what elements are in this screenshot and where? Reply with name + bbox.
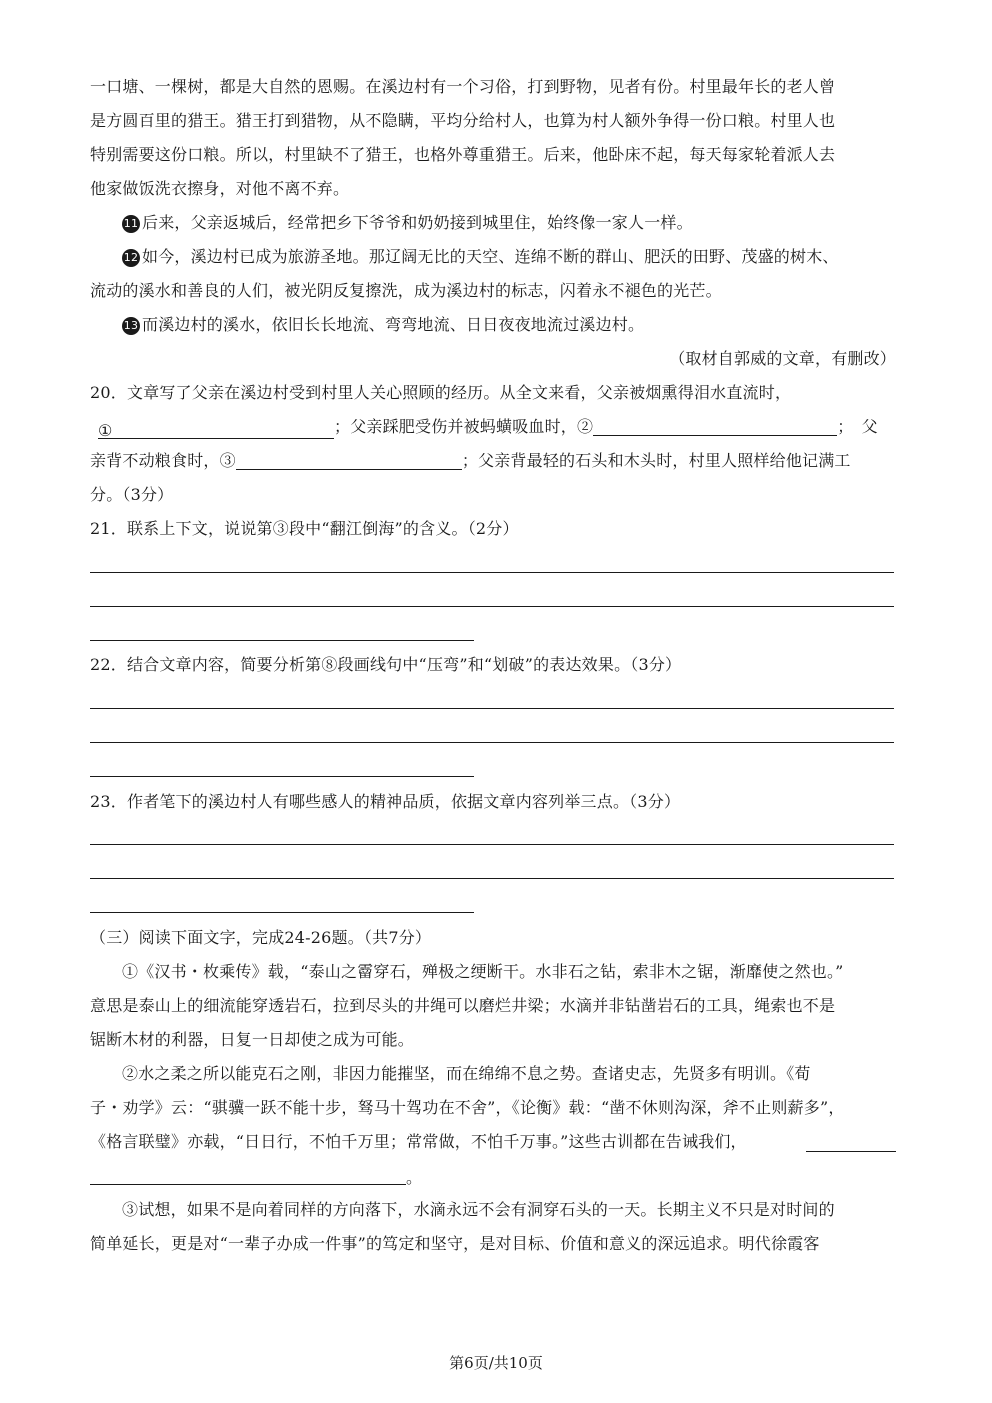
section-3-p1-line-2: 意思是泰山上的细流能穿透岩石，拉到尽头的井绳可以磨烂井梁；水滴并非钻凿岩石的工具，绳索也不是 [90,996,836,1015]
answer-line-23-1[interactable] [90,844,894,845]
answer-blank-1[interactable] [98,420,334,439]
answer-line-21-1[interactable] [90,572,894,573]
question-20-end-1: ； 父 [837,417,878,436]
question-21: 21．联系上下文，说说第③段中“翻江倒海”的含义。（2分） [90,519,519,538]
passage-p10-line-4: 他家做饭洗衣擦身，对他不离不弃。 [90,179,350,198]
answer-line-22-3[interactable] [90,776,474,777]
answer-line-21-2[interactable] [90,606,894,607]
answer-line-23-2[interactable] [90,878,894,879]
answer-blank-2[interactable] [593,417,837,436]
passage-p11-text: 后来，父亲返城后，经常把乡下爷爷和奶奶接到城里住，始终像一家人一样。 [142,213,693,232]
section-3-p3-line-1: ③试想，如果不是向着同样的方向落下，水滴永远不会有洞穿石头的一天。长期主义不只是对时间的 [122,1200,835,1219]
paragraph-number-11: 11 [122,215,140,233]
section-3-p1-line-1: ①《汉书・枚乘传》载，“泰山之霤穿石，殚极之绠断干。水非石之钻，索非木之锯，渐靡使之然也。” [122,962,844,981]
passage-p10-line-3: 特别需要这份口粮。所以，村里缺不了猎王，也格外尊重猎王。后来，他卧床不起，每天每家轮着派人去 [90,145,836,164]
question-20-line-2 [98,416,902,439]
question-20-line-1: 20．文章写了父亲在溪边村受到村里人关心照顾的经历。从全文来看，父亲被烟熏得泪水直流时， [90,383,792,402]
question-20-line-3 [90,450,902,472]
answer-blank-3[interactable] [236,451,462,470]
section-3-p1-line-3: 锯断木材的利器，日复一日却使之成为可能。 [90,1030,415,1049]
answer-blank-1-label: ① [98,421,113,440]
section-3-p2-line-3 [90,1131,902,1153]
passage-source: （取材自郭威的文章，有删改） [669,349,896,368]
answer-line-21-3[interactable] [90,640,474,641]
section-3-p2-end: 。 [406,1168,423,1187]
question-22: 22．结合文章内容，简要分析第⑧段画线句中“压弯”和“划破”的表达效果。（3分） [90,655,682,674]
answer-line-22-1[interactable] [90,708,894,709]
question-20-end-3: ；父亲背最轻的石头和木头时，村里人照样给他记满工 [461,451,851,470]
passage-p10-line-2: 是方圆百里的猎王。猎王打到猎物，从不隐瞒，平均分给村人，也算为村人额外争得一份口粮。村里人也 [90,111,836,130]
section-3-p2-line-2: 子・劝学》云：“骐骥一跃不能十步，驽马十驾功在不舍”，《论衡》载：“凿不休则沟深，斧不止则薪多”， [90,1098,845,1117]
section-3-p2-text-3: 《格言联璧》亦载，“日日行，不怕千万里；常常做，不怕千万事。”这些古训都在告诫我们， [90,1132,747,1151]
answer-line-24-start[interactable] [806,1151,896,1152]
paragraph-number-12: 12 [122,249,140,267]
section-3-heading: （三）阅读下面文字，完成24-26题。（共7分） [90,928,432,947]
answer-line-24-end[interactable] [90,1184,406,1185]
page-footer: 第6页/共10页 [449,1354,543,1372]
paragraph-number-13: 13 [122,317,140,335]
section-3-p2-line-1: ②水之柔之所以能克石之刚，非因力能摧坚，而在绵绵不息之势。查诸史志，先贤多有明训。《荀 [122,1064,811,1083]
question-20-line-4: 分。（3分） [90,485,174,504]
passage-p12-line-1 [122,246,902,268]
question-23: 23．作者笔下的溪边村人有哪些感人的精神品质，依据文章内容列举三点。（3分） [90,792,681,811]
passage-p11 [122,212,902,234]
section-3-p3-line-2: 简单延长，更是对“一辈子办成一件事”的笃定和坚守，是对目标、价值和意义的深远追求。明代徐霞客 [90,1234,820,1253]
answer-line-23-3[interactable] [90,912,474,913]
answer-line-22-2[interactable] [90,742,894,743]
passage-p13 [122,314,902,336]
passage-p12-line-2: 流动的溪水和善良的人们，被光阴反复擦洗，成为溪边村的标志，闪着永不褪色的光芒。 [90,281,722,300]
passage-p12-text-1: 如今，溪边村已成为旅游圣地。那辽阔无比的天空、连绵不断的群山、肥沃的田野、茂盛的树木、 [142,247,839,266]
question-20-start-3: 亲背不动粮食时，③ [90,451,236,470]
passage-p10-line-1: 一口塘、一棵树，都是大自然的恩赐。在溪边村有一个习俗，打到野物，见者有份。村里最年长的老人曾 [90,77,836,96]
passage-p13-text: 而溪边村的溪水，依旧长长地流、弯弯地流、日日夜夜地流过溪边村。 [142,315,645,334]
question-20-mid-1: ；父亲踩肥受伤并被蚂蟥吸血时，② [334,417,594,436]
